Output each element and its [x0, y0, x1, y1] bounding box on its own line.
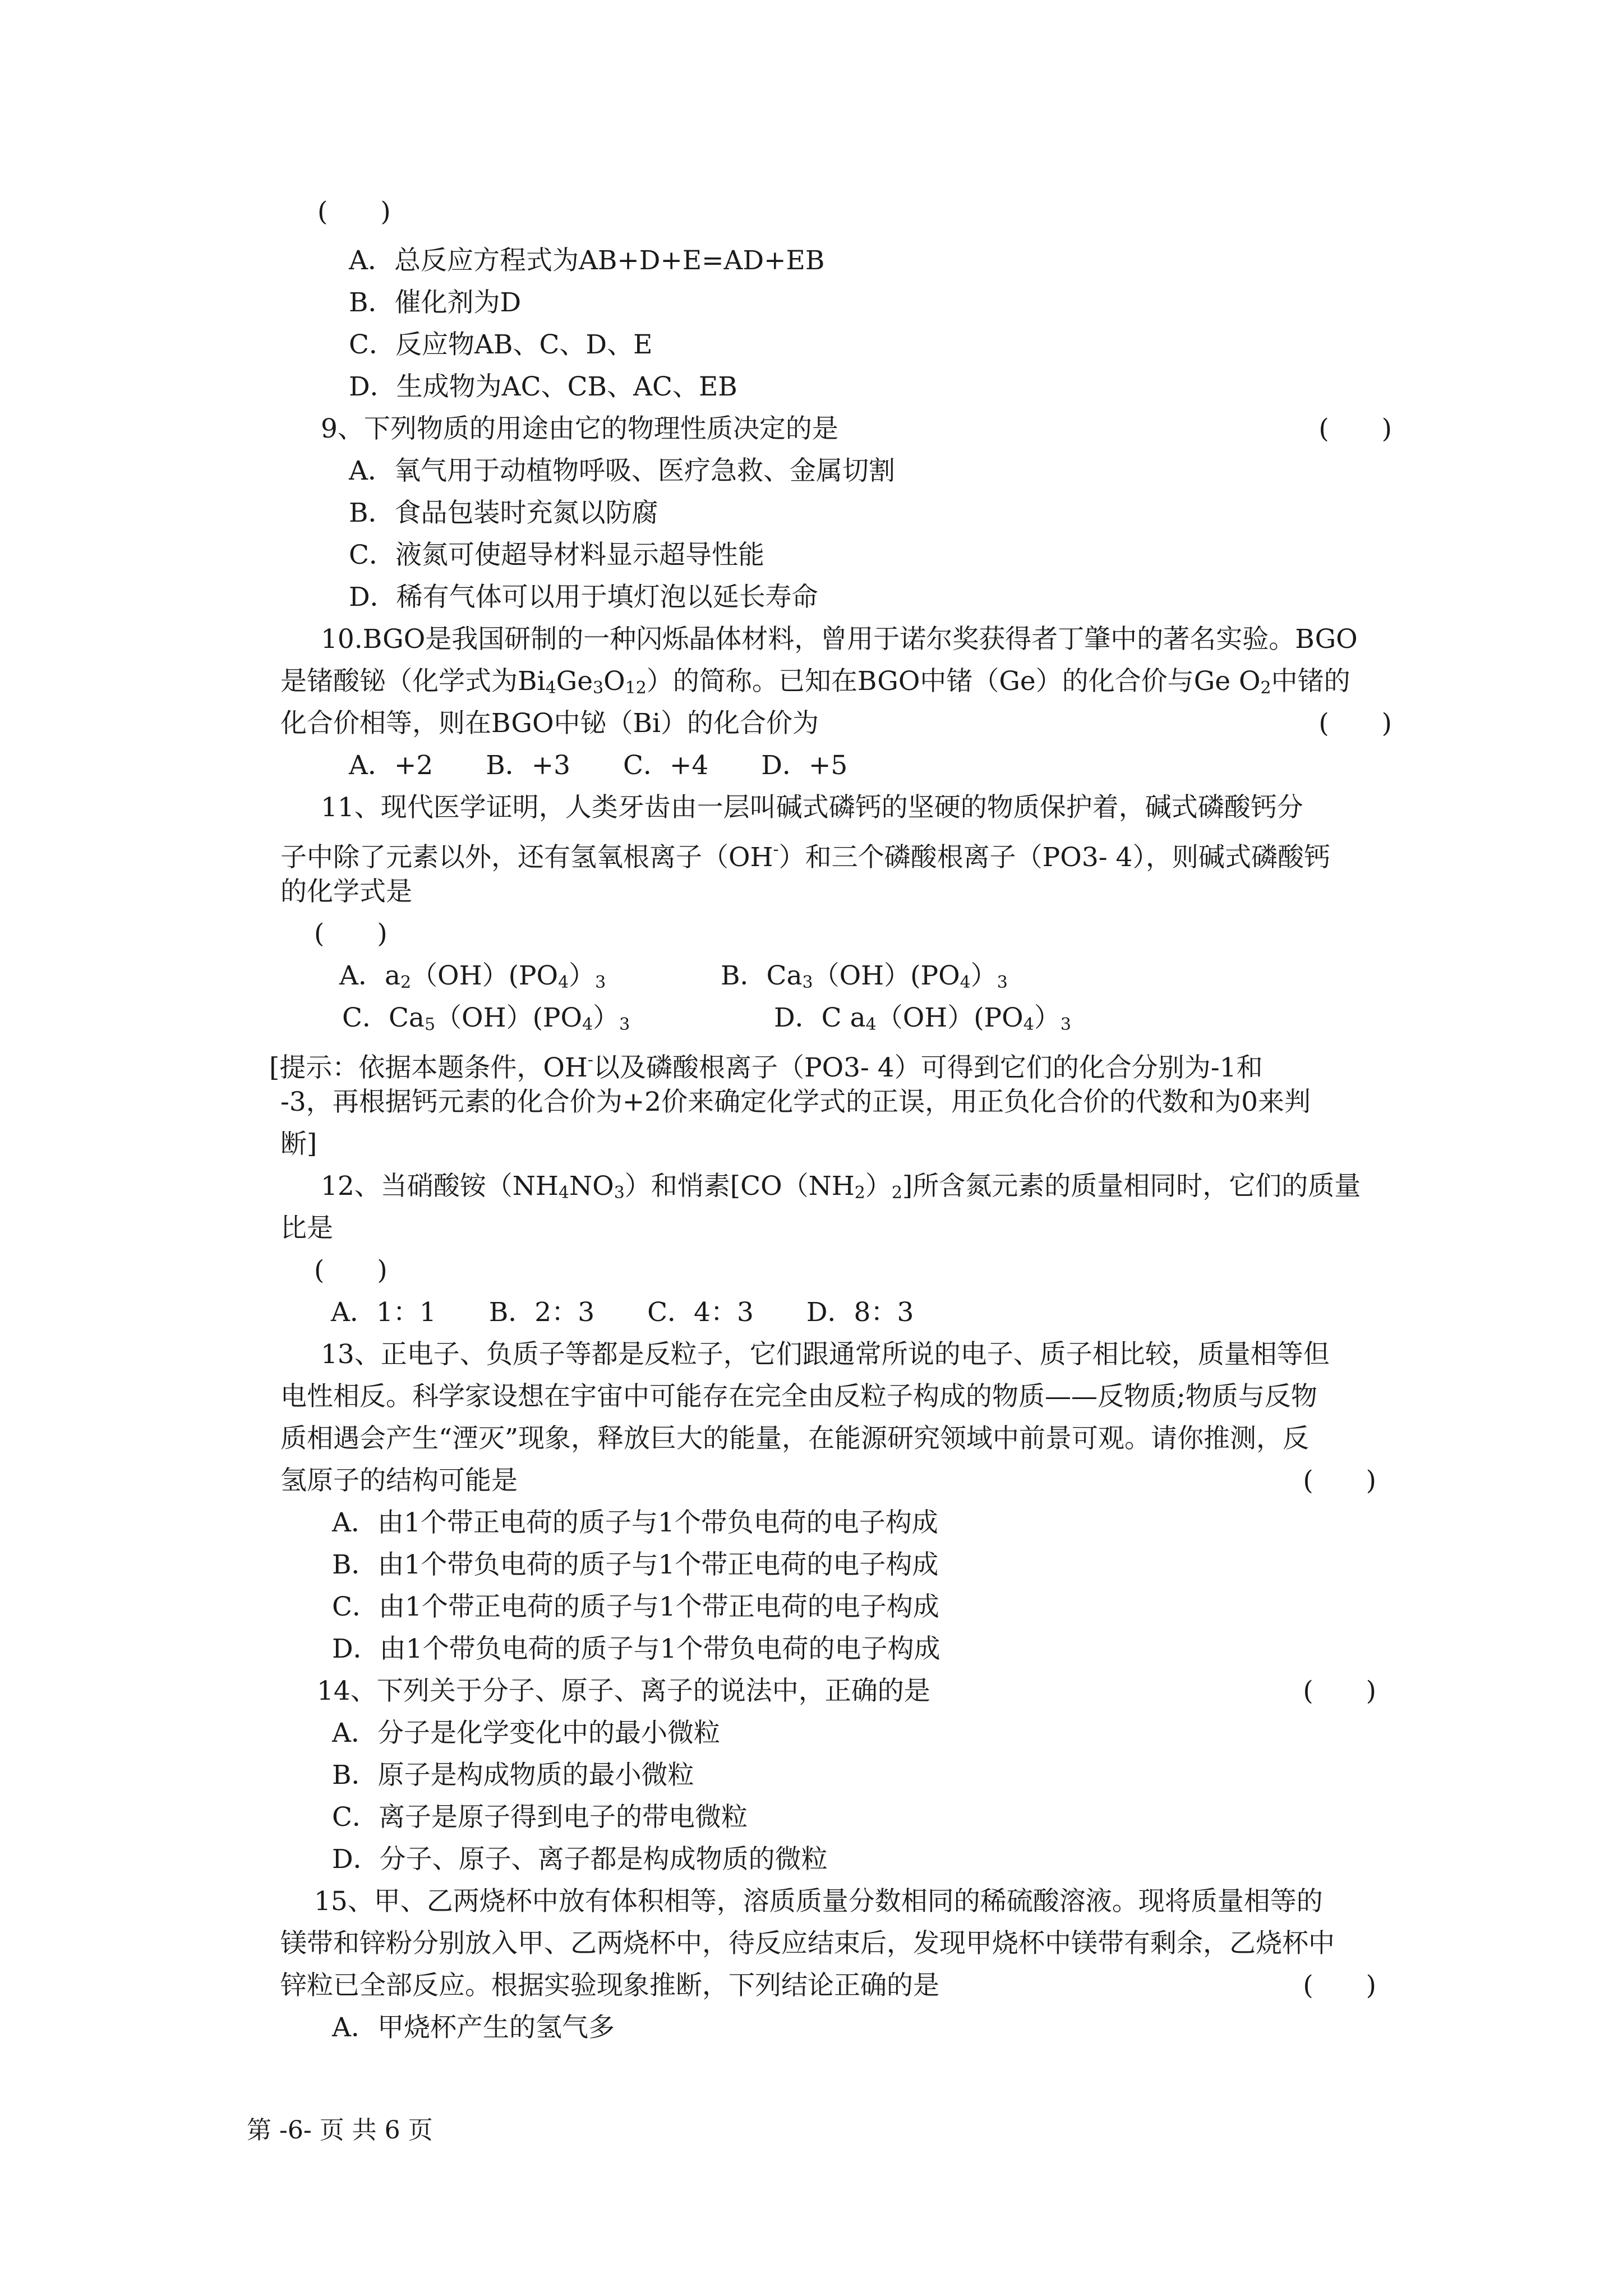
q15-option-a: A．甲烧杯产生的氢气多: [332, 2012, 615, 2043]
q13-line-2: 电性相反。科学家设想在宇宙中可能存在完全由反粒子构成的物质——反物质;物质与反物: [280, 1381, 1317, 1412]
q12-answer-paren: ( ): [314, 1255, 388, 1286]
q13-option-b: B．由1个带负电荷的质子与1个带正电荷的电子构成: [332, 1549, 939, 1580]
q10-line-1: 10.BGO是我国研制的一种闪烁晶体材料，曾用于诺尔奖获得者丁肇中的著名实验。BGO: [321, 624, 1358, 655]
q8-option-a: A．总反应方程式为AB+D+E=AD+EB: [349, 245, 825, 276]
q15-answer-paren: ( ): [1303, 1970, 1376, 2001]
q11-option-c: C．$Ca_5(OH)(PO_4)_3$: [342, 1002, 630, 1034]
q9-answer-paren: ( ): [1318, 413, 1392, 444]
q15-line-2: 镁带和锌粉分别放入甲、乙两烧杯中，待反应结束后，发现甲烧杯中镁带有剩余，乙烧杯中: [280, 1928, 1335, 1959]
q12-line-1: 12、当硝酸铵$(NH_4NO_3)$和悄素$[CO(NH_2)_2]$所含氮元素的质量相同时，它们的质量: [321, 1171, 1361, 1203]
q10-options: A．+2 B．+3 C．+4 D．+5: [349, 750, 848, 781]
q8-option-b: B．催化剂为D: [349, 287, 522, 318]
q9-option-d: D．稀有气体可以用于填灯泡以延长寿命: [349, 582, 818, 613]
q9-option-a: A．氧气用于动植物呼吸、医疗急救、金属切割: [349, 455, 895, 486]
q13-option-a: A．由1个带正电荷的质子与1个带负电荷的电子构成: [332, 1507, 938, 1538]
q10-answer-paren: ( ): [1318, 708, 1392, 739]
q14-option-b: B．原子是构成物质的最小微粒: [332, 1760, 694, 1791]
q11-hint-line-2: -3，再根据钙元素的化合价为+2价来确定化学式的正误，用正负化合价的代数和为0来判: [280, 1087, 1311, 1117]
q14-option-a: A．分子是化学变化中的最小微粒: [332, 1718, 720, 1749]
q11-option-b: B．$Ca_3(OH)(PO_4)_3$: [721, 960, 1008, 992]
q14-option-d: D．分子、原子、离子都是构成物质的微粒: [332, 1844, 828, 1875]
q14-answer-paren: ( ): [1303, 1676, 1376, 1706]
q11-answer-paren: ( ): [314, 918, 388, 949]
q13-line-3: 质相遇会产生“湮灭”现象，释放巨大的能量，在能源研究领域中前景可观。请你推测，反: [280, 1423, 1310, 1454]
q9-option-b: B．食品包装时充氮以防腐: [349, 498, 658, 528]
q12-line-2: 比是: [280, 1213, 333, 1244]
q10-line-3: 化合价相等，则在BGO中铋（Bi）的化合价为: [280, 708, 819, 739]
q11-line-3: 的化学式是: [280, 876, 412, 907]
q15-line-1: 15、甲、乙两烧杯中放有体积相等，溶质质量分数相同的稀硫酸溶液。现将质量相等的: [314, 1886, 1323, 1917]
q11-hint-line-1: [提示：依据本题条件，OH-以及磷酸根离子（PO3- 4）可得到它们的化合分别为-1和: [269, 1050, 1263, 1083]
q13-option-c: C．由1个带正电荷的质子与1个带正电荷的电子构成: [332, 1591, 939, 1622]
q13-answer-paren: ( ): [1303, 1465, 1376, 1496]
q11-option-a: A．$a_2(OH)(PO_4)_3$: [339, 960, 606, 992]
q11-line-2: 子中除了元素以外，还有氢氧根离子（OH-）和三个磷酸根离子（PO3- 4），则碱式磷酸钙: [280, 840, 1330, 873]
q14-stem: 14、下列关于分子、原子、离子的说法中，正确的是: [317, 1676, 930, 1706]
q8-answer-paren: ( ): [317, 196, 391, 227]
q11-line-1: 11、现代医学证明，人类牙齿由一层叫碱式磷钙的坚硬的物质保护着，碱式磷酸钙分: [321, 792, 1303, 823]
q9-option-c: C．液氮可使超导材料显示超导性能: [349, 540, 764, 570]
q10-line-2: 是锗酸铋（化学式为$Bi_4Ge_3O_{12}$）的简称。已知在BGO中锗（Ge）的化合价与Ge $O_2$中锗的: [280, 666, 1350, 698]
q11-option-d: D．C $a_4(OH)(PO_4)_3$: [774, 1002, 1071, 1034]
q9-stem: 9、下列物质的用途由它的物理性质决定的是: [321, 413, 838, 444]
q13-option-d: D．由1个带负电荷的质子与1个带负电荷的电子构成: [332, 1634, 940, 1664]
q12-options: A．1：1 B．2：3 C．4：3 D．8：3: [331, 1297, 914, 1328]
q14-option-c: C．离子是原子得到电子的带电微粒: [332, 1802, 748, 1833]
q8-option-c: C．反应物AB、C、D、E: [349, 329, 653, 360]
q13-line-4: 氢原子的结构可能是: [280, 1465, 518, 1496]
q11-hint-line-3: 断]: [280, 1129, 317, 1159]
q15-line-3: 锌粒已全部反应。根据实验现象推断，下列结论正确的是: [280, 1970, 939, 2001]
q8-option-d: D．生成物为AC、CB、AC、EB: [349, 371, 737, 402]
q13-line-1: 13、正电子、负质子等都是反粒子，它们跟通常所说的电子、质子相比较，质量相等但: [321, 1339, 1330, 1370]
page-footer: 第 -6- 页 共 6 页: [247, 2116, 433, 2145]
